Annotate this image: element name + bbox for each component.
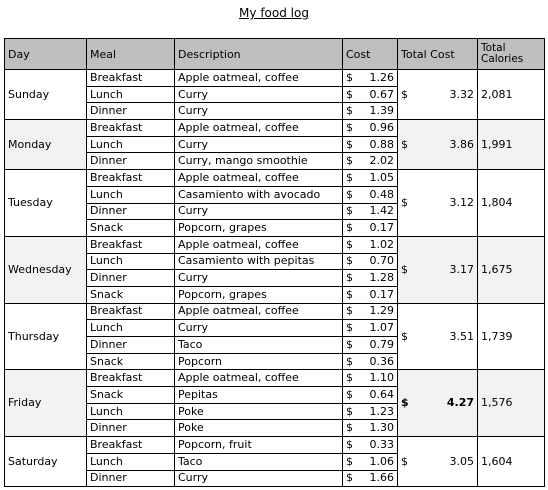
description-cell: Popcorn, grapes (175, 220, 343, 237)
currency-symbol: $ (346, 437, 353, 451)
cost-value: 2.02 (369, 154, 394, 168)
total-cost-value: 3.32 (449, 87, 474, 101)
cost-cell (343, 253, 398, 270)
header-cost: Cost (343, 39, 398, 70)
cost-cell (343, 220, 398, 237)
cost-value: 0.96 (369, 120, 394, 134)
currency-symbol: $ (346, 471, 353, 485)
meal-cell: Breakfast (87, 370, 175, 387)
cost-value: 0.17 (369, 221, 394, 235)
meal-cell: Breakfast (87, 70, 175, 87)
total-cost-cell (398, 236, 478, 303)
meal-cell: Dinner (87, 270, 175, 287)
cost-cell (343, 403, 398, 420)
currency-symbol: $ (346, 287, 353, 301)
currency-symbol: $ (346, 404, 353, 418)
day-group (5, 370, 545, 437)
description-cell: Apple oatmeal, coffee (175, 370, 343, 387)
day-cell: Monday (5, 120, 87, 170)
day-cell: Tuesday (5, 170, 87, 237)
cost-value: 1.06 (369, 454, 394, 468)
currency-symbol: $ (346, 70, 353, 84)
currency-symbol: $ (346, 204, 353, 218)
currency-symbol: $ (346, 304, 353, 318)
table-row (5, 120, 545, 137)
cost-value: 0.17 (369, 287, 394, 301)
cost-value: 1.39 (369, 104, 394, 118)
description-cell: Curry (175, 103, 343, 120)
meal-cell: Lunch (87, 86, 175, 103)
meal-cell: Dinner (87, 153, 175, 170)
description-cell: Curry (175, 270, 343, 287)
description-cell: Casamiento with avocado (175, 186, 343, 203)
total-calories-cell: 1,991 (478, 120, 545, 170)
header-day: Day (5, 39, 87, 70)
meal-cell: Snack (87, 387, 175, 404)
currency-symbol: $ (346, 254, 353, 268)
cost-cell (343, 203, 398, 220)
cost-value: 1.29 (369, 304, 394, 318)
description-cell: Poke (175, 420, 343, 437)
description-cell: Apple oatmeal, coffee (175, 70, 343, 87)
table-row (5, 370, 545, 387)
cost-cell (343, 370, 398, 387)
header-total-calories: Total Calories (478, 39, 545, 70)
table-row (5, 70, 545, 87)
currency-symbol: $ (346, 271, 353, 285)
meal-cell: Breakfast (87, 303, 175, 320)
cost-value: 1.05 (369, 170, 394, 184)
cost-cell (343, 320, 398, 337)
description-cell: Curry (175, 470, 343, 487)
description-cell: Curry (175, 136, 343, 153)
total-cost-value: 3.51 (449, 329, 474, 343)
description-cell: Curry (175, 86, 343, 103)
cost-value: 0.88 (369, 137, 394, 151)
description-cell: Taco (175, 337, 343, 354)
currency-symbol: $ (346, 170, 353, 184)
currency-symbol: $ (346, 354, 353, 368)
table-row (5, 170, 545, 187)
cost-cell (343, 453, 398, 470)
total-cost-cell (398, 303, 478, 370)
currency-symbol: $ (401, 329, 408, 343)
cost-cell (343, 286, 398, 303)
meal-cell: Lunch (87, 403, 175, 420)
cost-value: 0.36 (369, 354, 394, 368)
total-calories-cell: 1,739 (478, 303, 545, 370)
meal-cell: Dinner (87, 337, 175, 354)
cost-value: 0.70 (369, 254, 394, 268)
total-calories-cell: 1,675 (478, 236, 545, 303)
cost-cell (343, 120, 398, 137)
meal-cell: Breakfast (87, 120, 175, 137)
day-group (5, 303, 545, 370)
day-group (5, 70, 545, 120)
cost-value: 1.28 (369, 271, 394, 285)
header-total-cost: Total Cost (398, 39, 478, 70)
cost-value: 0.48 (369, 187, 394, 201)
total-cost-cell (398, 170, 478, 237)
description-cell: Taco (175, 453, 343, 470)
food-log-table (4, 38, 545, 487)
cost-cell (343, 70, 398, 87)
description-cell: Apple oatmeal, coffee (175, 170, 343, 187)
cost-cell (343, 420, 398, 437)
currency-symbol: $ (346, 154, 353, 168)
total-cost-value: 4.27 (446, 396, 474, 410)
description-cell: Popcorn, fruit (175, 437, 343, 454)
day-cell: Sunday (5, 70, 87, 120)
day-cell: Wednesday (5, 236, 87, 303)
total-cost-value: 3.12 (449, 196, 474, 209)
meal-cell: Lunch (87, 136, 175, 153)
currency-symbol: $ (346, 387, 353, 401)
description-cell: Curry (175, 203, 343, 220)
description-cell: Curry (175, 320, 343, 337)
total-calories-cell: 1,576 (478, 370, 545, 437)
page-title: My food log (239, 6, 309, 20)
cost-value: 0.33 (369, 437, 394, 451)
meal-cell: Breakfast (87, 437, 175, 454)
cost-value: 1.23 (369, 404, 394, 418)
meal-cell: Dinner (87, 470, 175, 487)
table-row (5, 236, 545, 253)
currency-symbol: $ (346, 371, 353, 385)
meal-cell: Lunch (87, 253, 175, 270)
cost-cell (343, 153, 398, 170)
cost-value: 1.30 (369, 421, 394, 435)
currency-symbol: $ (346, 87, 353, 101)
currency-symbol: $ (401, 87, 408, 101)
currency-symbol: $ (346, 104, 353, 118)
day-cell: Friday (5, 370, 87, 437)
header-row (5, 39, 545, 70)
cost-cell (343, 387, 398, 404)
currency-symbol: $ (401, 396, 409, 410)
total-cost-cell (398, 437, 478, 487)
meal-cell: Dinner (87, 420, 175, 437)
description-cell: Apple oatmeal, coffee (175, 303, 343, 320)
total-calories-cell: 2,081 (478, 70, 545, 120)
meal-cell: Breakfast (87, 236, 175, 253)
meal-cell: Snack (87, 353, 175, 370)
total-calories-cell: 1,604 (478, 437, 545, 487)
cost-cell (343, 136, 398, 153)
meal-cell: Dinner (87, 203, 175, 220)
cost-value: 0.64 (369, 387, 394, 401)
cost-cell (343, 303, 398, 320)
cost-value: 1.10 (369, 371, 394, 385)
description-cell: Apple oatmeal, coffee (175, 236, 343, 253)
currency-symbol: $ (346, 221, 353, 235)
description-cell: Casamiento with pepitas (175, 253, 343, 270)
cost-cell (343, 437, 398, 454)
total-cost-value: 3.05 (449, 454, 474, 468)
cost-cell (343, 270, 398, 287)
meal-cell: Snack (87, 286, 175, 303)
cost-value: 1.26 (369, 70, 394, 84)
cost-value: 0.67 (369, 87, 394, 101)
meal-cell: Lunch (87, 320, 175, 337)
cost-cell (343, 186, 398, 203)
currency-symbol: $ (346, 454, 353, 468)
cost-cell (343, 236, 398, 253)
day-group (5, 120, 545, 170)
description-cell: Curry, mango smoothie (175, 153, 343, 170)
description-cell: Apple oatmeal, coffee (175, 120, 343, 137)
currency-symbol: $ (401, 196, 408, 209)
cost-cell (343, 170, 398, 187)
meal-cell: Snack (87, 220, 175, 237)
cost-cell (343, 353, 398, 370)
currency-symbol: $ (346, 421, 353, 435)
currency-symbol: $ (401, 262, 408, 276)
description-cell: Popcorn, grapes (175, 286, 343, 303)
meal-cell: Lunch (87, 186, 175, 203)
cost-cell (343, 103, 398, 120)
meal-cell: Lunch (87, 453, 175, 470)
cost-value: 1.02 (369, 237, 394, 251)
currency-symbol: $ (346, 337, 353, 351)
total-calories-cell: 1,804 (478, 170, 545, 237)
header-meal: Meal (87, 39, 175, 70)
day-group (5, 437, 545, 487)
cost-value: 1.07 (369, 321, 394, 335)
description-cell: Popcorn (175, 353, 343, 370)
table-row (5, 303, 545, 320)
cost-cell (343, 337, 398, 354)
day-group (5, 170, 545, 237)
currency-symbol: $ (401, 454, 408, 468)
total-cost-cell (398, 370, 478, 437)
currency-symbol: $ (346, 137, 353, 151)
cost-cell (343, 470, 398, 487)
cost-cell (343, 86, 398, 103)
cost-value: 1.66 (369, 471, 394, 485)
total-cost-cell (398, 70, 478, 120)
header-description: Description (175, 39, 343, 70)
total-cost-cell (398, 120, 478, 170)
day-cell: Saturday (5, 437, 87, 487)
description-cell: Poke (175, 403, 343, 420)
day-cell: Thursday (5, 303, 87, 370)
table-row (5, 437, 545, 454)
meal-cell: Breakfast (87, 170, 175, 187)
day-group (5, 236, 545, 303)
cost-value: 1.42 (369, 204, 394, 218)
currency-symbol: $ (346, 120, 353, 134)
currency-symbol: $ (401, 137, 408, 151)
cost-value: 0.79 (369, 337, 394, 351)
currency-symbol: $ (346, 237, 353, 251)
total-cost-value: 3.86 (449, 137, 474, 151)
total-cost-value: 3.17 (449, 262, 474, 276)
meal-cell: Dinner (87, 103, 175, 120)
currency-symbol: $ (346, 187, 353, 201)
description-cell: Pepitas (175, 387, 343, 404)
currency-symbol: $ (346, 321, 353, 335)
